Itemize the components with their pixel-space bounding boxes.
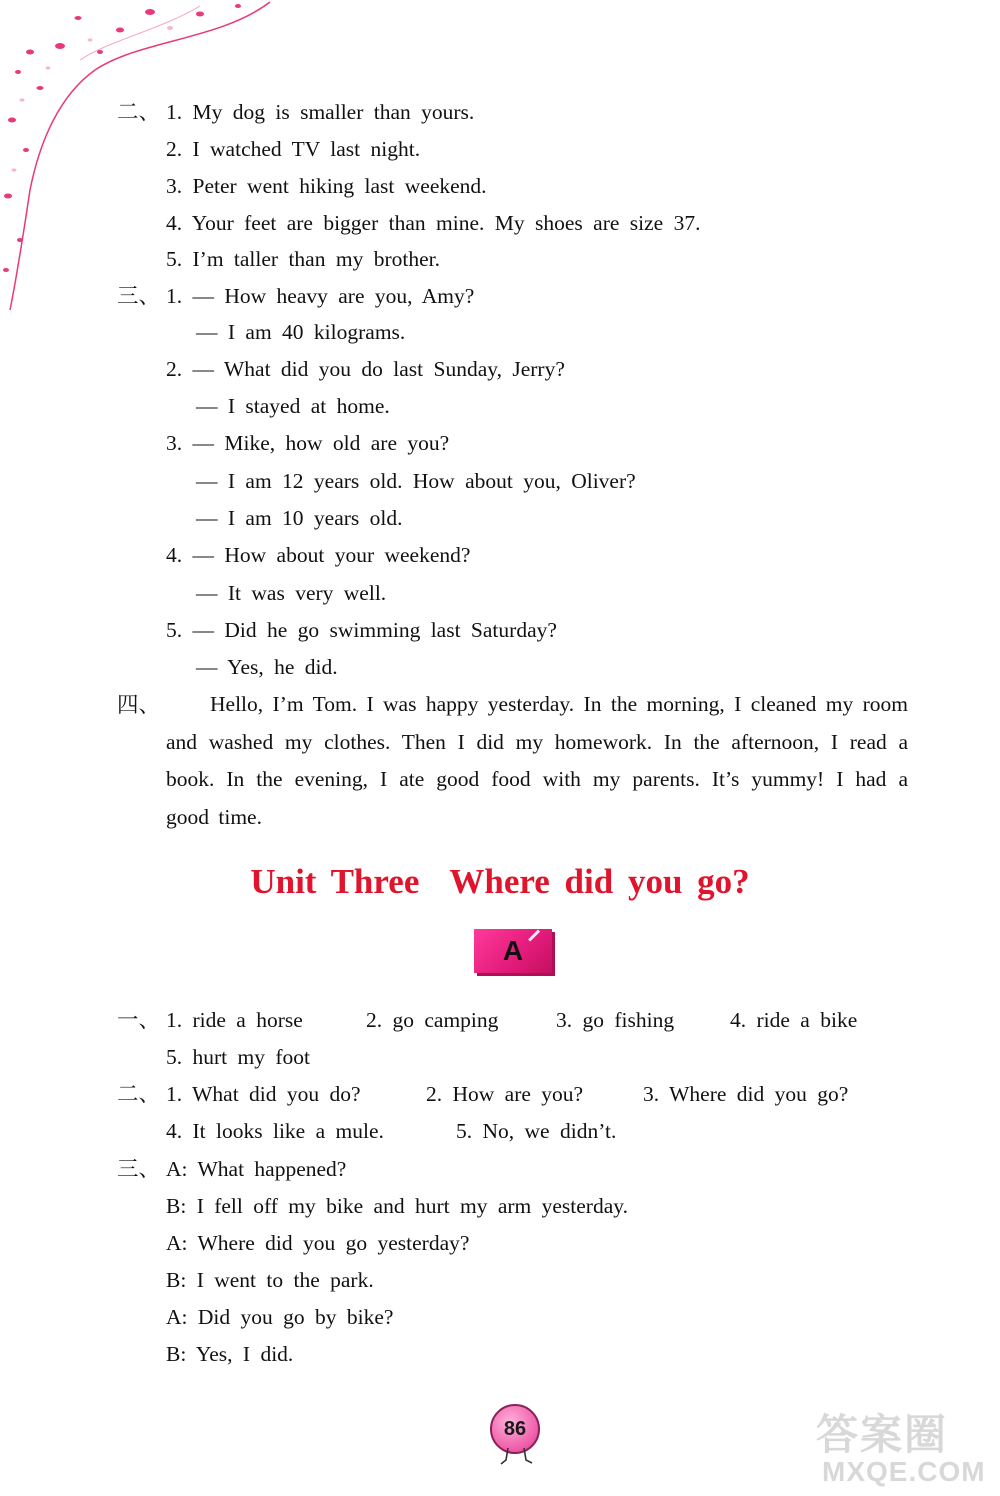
dialogue-line: — I am 10 years old. <box>196 506 403 530</box>
answer-item: 2. go camping <box>366 1008 499 1032</box>
dialogue-line: 2. — What did you do last Sunday, Jerry? <box>166 357 565 381</box>
answer-item: 4. ride a bike <box>730 1008 858 1032</box>
answer-item: 1. What did you do? <box>166 1082 361 1106</box>
watermark-url: MXQE.COM <box>822 1456 986 1487</box>
answer-line: 5. I’m taller than my brother. <box>166 247 440 271</box>
dialogue-line: — I am 40 kilograms. <box>196 320 406 344</box>
answer-item: 3. go fishing <box>556 1008 675 1032</box>
dialogue-line: A: Where did you go yesterday? <box>166 1231 470 1255</box>
dialogue-line: — I stayed at home. <box>196 394 390 418</box>
answer-item: 5. hurt my foot <box>166 1045 310 1069</box>
watermark-logo-text: 答案圈 <box>816 1410 949 1459</box>
unit-title-right: Where did you go? <box>449 862 750 901</box>
composition-text: Hello, I’m Tom. I was happy yesterday. In the morning, I cleaned my room and washed my clothes. Then I did my homework. In the afternoon, I read a book. In the evening, I ate good food with my parents. It’s yummy! I had a good time. <box>166 692 908 829</box>
dialogue-line: — Yes, he did. <box>196 655 338 679</box>
dialogue-line: A: What happened? <box>166 1157 347 1181</box>
dialogue-line: B: I fell off my bike and hurt my arm yesterday. <box>166 1194 628 1218</box>
section-marker-a2: 二、 <box>117 1082 161 1106</box>
badge-label: A <box>502 935 524 966</box>
dialogue-line: A: Did you go by bike? <box>166 1305 394 1329</box>
section-marker-a1: 一、 <box>117 1008 161 1032</box>
unit-title-left: Unit Three <box>250 862 420 901</box>
dialogue-line: B: Yes, I did. <box>166 1342 294 1366</box>
answer-item: 3. Where did you go? <box>643 1082 849 1106</box>
section-marker-4: 四、 <box>117 693 161 717</box>
answer-line: 4. Your feet are bigger than mine. My shoes are size 37. <box>166 211 701 235</box>
answer-item: 2. How are you? <box>426 1082 584 1106</box>
answer-item: 4. It looks like a mule. <box>166 1119 384 1143</box>
composition-paragraph <box>166 686 908 836</box>
dialogue-line: 3. — Mike, how old are you? <box>166 431 450 455</box>
dialogue-line: 4. — How about your weekend? <box>166 543 471 567</box>
answer-item: 5. No, we didn’t. <box>456 1119 617 1143</box>
unit-title <box>0 860 1000 904</box>
dialogue-line: 5. — Did he go swimming last Saturday? <box>166 618 557 642</box>
dialogue-line: — I am 12 years old. How about you, Oliver? <box>196 469 636 493</box>
page-number: 86 <box>503 1417 527 1440</box>
section-marker-3: 三、 <box>117 284 161 308</box>
section-marker-a3: 三、 <box>117 1157 161 1181</box>
page-number-badge <box>490 1404 540 1454</box>
mascot-feet-icon <box>498 1448 538 1468</box>
answer-line: 3. Peter went hiking last weekend. <box>166 174 487 198</box>
dialogue-line: B: I went to the park. <box>166 1268 374 1292</box>
dialogue-line: — It was very well. <box>196 581 387 605</box>
section-badge <box>474 929 552 973</box>
answer-line: 1. My dog is smaller than yours. <box>166 100 475 124</box>
answer-item: 1. ride a horse <box>166 1008 303 1032</box>
watermark <box>812 1402 992 1492</box>
answer-line: 2. I watched TV last night. <box>166 137 421 161</box>
dialogue-line: 1. — How heavy are you, Amy? <box>166 284 475 308</box>
section-marker-2: 二、 <box>117 100 161 124</box>
